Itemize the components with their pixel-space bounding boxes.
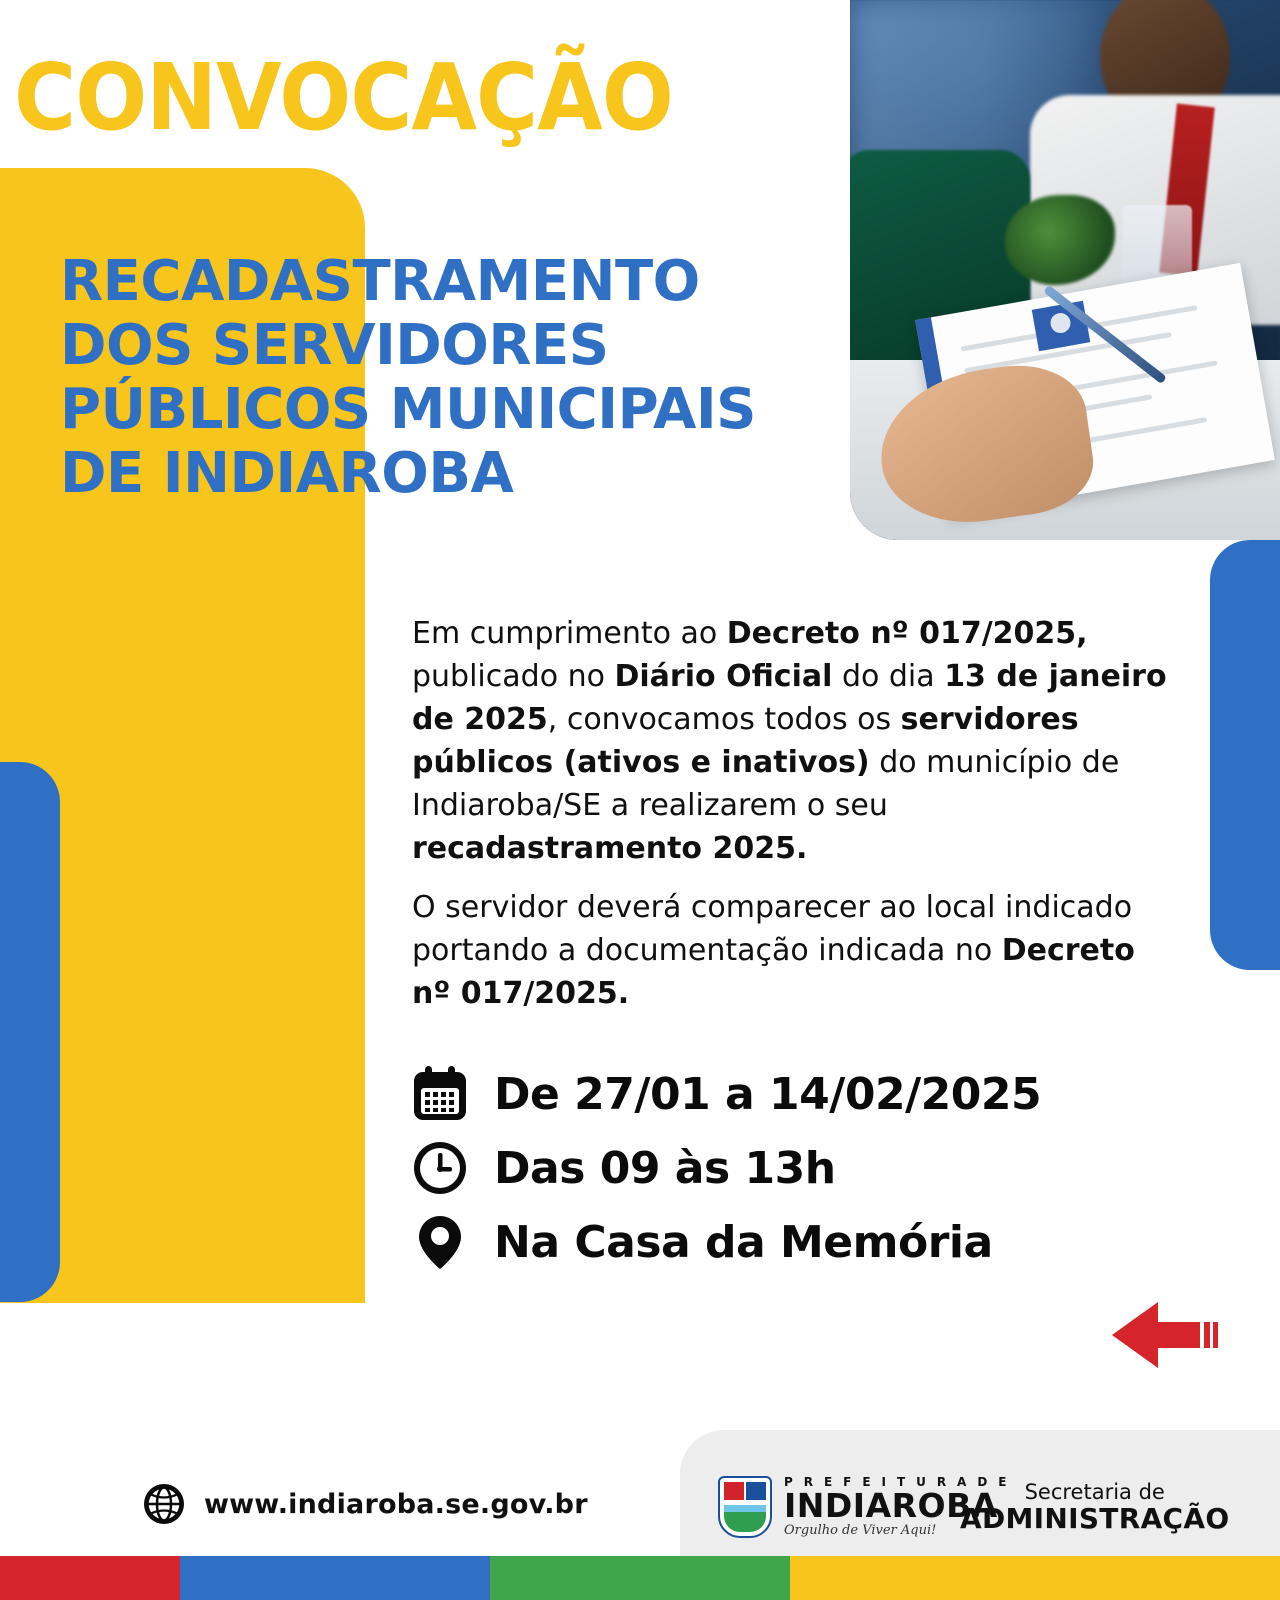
- p1-b3: 13 de janeiro de 2025: [412, 659, 1167, 737]
- shield-red-quarter: [724, 1482, 744, 1500]
- page-kicker: CONVOCAÇÃO: [14, 44, 673, 151]
- event-time-row: [408, 1136, 1041, 1200]
- event-date-row: [408, 1062, 1041, 1126]
- bar-segment-red: [0, 1556, 180, 1600]
- arrow-left-icon: [1108, 1300, 1218, 1370]
- photo-id-card: [1032, 301, 1091, 351]
- bar-segment-blue: [180, 1556, 490, 1600]
- event-time-text: Das 09 às 13h: [494, 1142, 836, 1194]
- p1-t4: , convocamos todos os: [547, 702, 901, 737]
- department-line-2: ADMINISTRAÇÃO: [960, 1502, 1230, 1535]
- event-location-text: Na Casa da Memória: [494, 1216, 993, 1268]
- page-title-line-3: PÚBLICOS MUNICIPAIS: [60, 377, 756, 442]
- p1-b2: Diário Oficial: [614, 659, 833, 694]
- bar-segment-yellow: [790, 1556, 1280, 1600]
- p1-t3: do dia: [832, 659, 945, 694]
- p2-t1: O servidor deverá comparecer ao local indicado portando a documentação indicada no: [412, 890, 1133, 968]
- p1-b4: servidores públicos (ativos e inativos): [412, 702, 1079, 780]
- body-copy: [412, 612, 1172, 1031]
- p1-b1: Decreto nº 017/2025,: [726, 616, 1088, 651]
- event-details-list: [408, 1062, 1041, 1284]
- paragraph-2: [412, 886, 1172, 1015]
- p1-t2: publicado no: [412, 659, 615, 694]
- page-title-line-2: DOS SERVIDORES: [60, 313, 609, 378]
- p1-b5: recadastramento 2025.: [412, 831, 808, 866]
- p1-t5: do município de Indiaroba/SE a realizarem o seu: [412, 745, 1120, 823]
- calendar-icon: [408, 1062, 472, 1126]
- website-line[interactable]: [142, 1482, 588, 1526]
- coat-of-arms-icon: [718, 1476, 772, 1538]
- bar-segment-green: [490, 1556, 790, 1600]
- department-logo: [960, 1480, 1229, 1534]
- p1-t1: Em cumprimento ao: [412, 616, 727, 651]
- city-logo-slogan: Orgulho de Viver Aqui!: [784, 1523, 937, 1538]
- shield-blue-quarter: [746, 1482, 766, 1500]
- globe-icon: [142, 1482, 186, 1526]
- p2-b1: Decreto nº 017/2025.: [412, 933, 1135, 1011]
- event-date-text: De 27/01 a 14/02/2025: [494, 1068, 1042, 1120]
- paragraph-1: [412, 612, 1172, 870]
- shield-green-base: [724, 1512, 766, 1532]
- page-title-line-4: DE INDIAROBA: [60, 441, 514, 506]
- event-location-row: [408, 1210, 1041, 1274]
- website-url[interactable]: www.indiaroba.se.gov.br: [204, 1488, 588, 1520]
- blue-left-accent-shape: [0, 762, 60, 1302]
- blue-right-accent-shape: [1210, 540, 1280, 970]
- location-pin-icon: [408, 1210, 472, 1274]
- meeting-photo: [850, 0, 1280, 540]
- bottom-color-bar: [0, 1556, 1280, 1600]
- page-title-line-1: RECADASTRAMENTO: [60, 249, 700, 314]
- city-logo-prefix: P R E F E I T U R A D E: [784, 1475, 1010, 1489]
- shield-body: [718, 1476, 772, 1538]
- clock-icon: [408, 1136, 472, 1200]
- city-logo-name: INDIAROBA: [784, 1486, 998, 1525]
- department-line-1: Secretaria de: [1024, 1480, 1165, 1504]
- page-title: [60, 250, 860, 506]
